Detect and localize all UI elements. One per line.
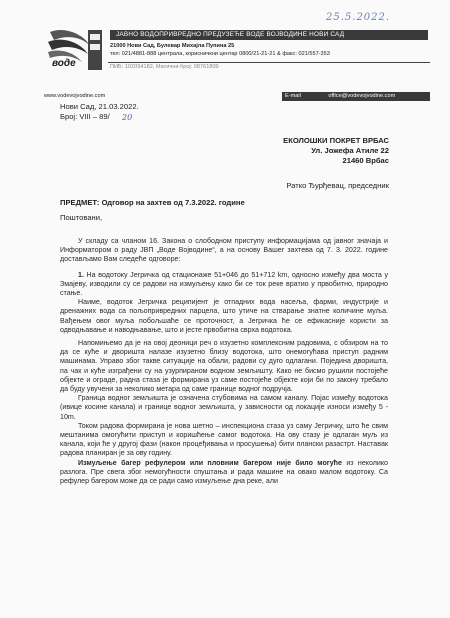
recipient-name: ЕКОЛОШКИ ПОКРЕТ ВРБАС [283,136,389,145]
paragraph-sludge: Наиме, водоток Јегричка реципијент је отпадних вода насеља, фарми, индустрије и дренажних вода са пољопривредних парцела, што утиче на стварање знатне количине муља. Вађењем овог муља побољшаће се проточност, а Јегричка ће се ефикасније користи за одводњавање и наводњавање, што и јесте првобитна сврха водотока. [60,298,388,334]
logo-wordmark: воде [52,58,76,69]
body-text [60,237,388,486]
letterhead-address: 21000 Нови Сад, Булевар Михајла Пупина 25 [110,43,235,49]
greeting: Поштовани, [60,213,103,222]
letterhead-pib: ПИБ: 102094182, Матични број: 08761809 [110,64,219,70]
paragraph-works: Напомињемо да је на овој деоници реч о изузетно комплексним радовима, с обзиром на то да се куће и дворишта налазе изузетно близу водотока, што онемогућава приступ радним машинама. Управо због такве ситуације на обали, радови су дуго одлагани. Поједина дворишта, па чак и куће изграђени су на узурпираном водном земљишту. Како не бисмо рушили постојеће објекте и ограде, радна стаза је формирана уз саме постојеће објекте који би по закону требало да буду увучени за неколико метара од саме границе водног подручја. [60,339,388,394]
email-label: E-mail [285,93,301,99]
item-number: 1. [78,270,84,279]
handwritten-number: 20 [122,113,133,122]
paragraph-boundary: Граница водног земљишта је означена стубовима на самом каналу. Појас између водотока (ивице косине канала) и границе водног земљишта, у зависности од локације износи између 5 - 10m. [60,394,388,421]
handwritten-date: 25.5.2022. [326,12,391,23]
document-number: Број: VIII – 89/ [60,112,110,121]
paragraph-item-1 [60,271,388,299]
recipient-city: 21460 Врбас [342,156,389,165]
item-1-text: На водотоку Јегричка од стационаже 51+046 до 51+712 km, односно између два моста у Змајеву, изводили су се радови на измуљењу како би се ток реке вратио у првобитно, природно стање. [60,270,388,298]
city-date: Нови Сад, 21.03.2022. [60,102,139,111]
recipient-street: Ул. Јожефа Атиле 22 [311,146,389,155]
paragraph-intro: У складу са чланом 16. Закона о слободном приступу информацијама од јавног значаја и Информатором о раду ЈВП „Воде Војводине“, а на основу Вашег захтева од 7. 3. 2022. године достављамо Вам следеће одговоре: [60,237,388,264]
organization-name-bar: ЈАВНО ВОДОПРИВРЕДНО ПРЕДУЗЕЋЕ ВОДЕ ВОЈВОДИНЕ НОВИ САД [110,30,428,40]
website-link[interactable]: www.vodevojvodine.com [44,93,106,99]
recipient-person: Ратко Ђурђевац, председник [286,181,389,190]
subject-line: ПРЕДМЕТ: Одговор на захтев од 7.3.2022. године [60,198,245,207]
dredging-text: из неколико разлога. Пре свега због немогућности спуштања и рада машине на овако малом водотоку. Са рефулер багером може да се ради само измуљење дна реке, али [60,458,388,486]
letterhead-phones: тел: 021/4881-888 централа, корисничкни центар 0800/21-21-21 & факс: 021/557-353 [110,51,330,57]
paragraph-dredging [60,459,388,487]
email-box [282,92,430,101]
letterhead-contact-line [44,92,430,101]
dredging-bold: Измуљење багер рефулером или пловним багером није било могуће [78,458,342,467]
paragraph-path: Током радова формирана је нова шетно – инспекциона стаза уз саму Јегричку, што ће свим мештанима омогућити приступ и коришћење самог водотока. На ову стазу је одлаган муљ из канала, који ће у другој фази (након процеђивања и просушења) бити плански разастрт. Наставак радова планиран је за ову годину. [60,421,388,458]
email-link[interactable]: office@vodevojvodine.com [328,93,396,99]
letterhead-divider [108,62,430,63]
